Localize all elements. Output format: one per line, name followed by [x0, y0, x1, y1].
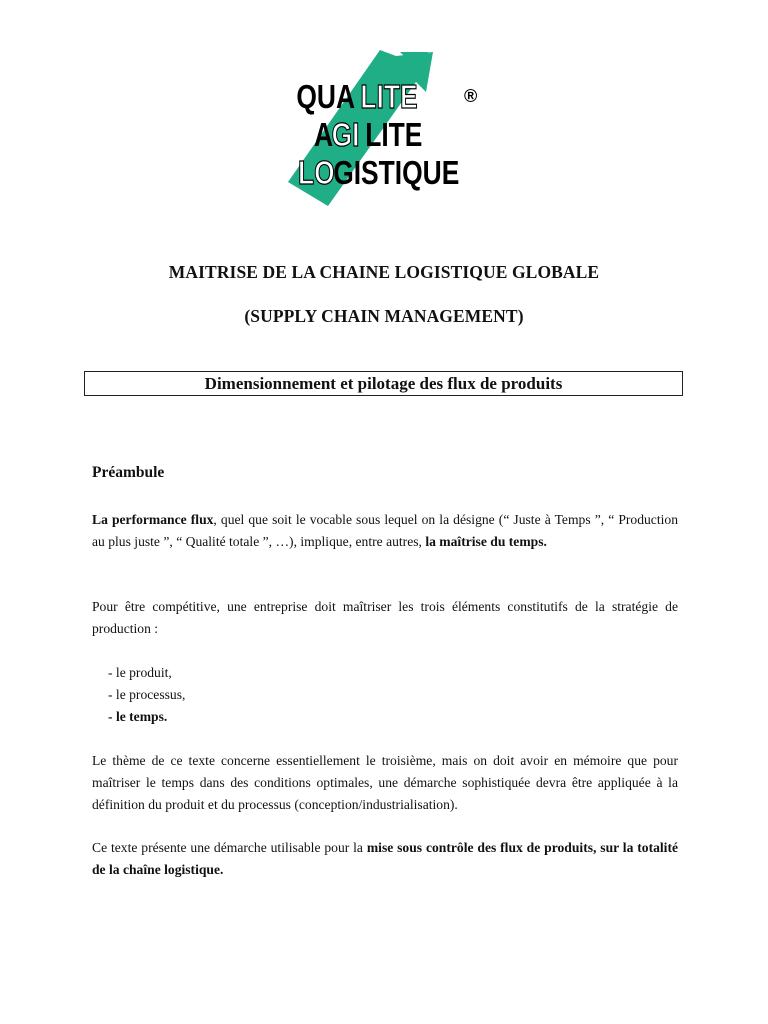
logo-line1-light: LITE [360, 79, 418, 116]
paragraph-performance-flux [92, 509, 678, 553]
logo-line3-light: LO [298, 155, 335, 192]
qualite-agilite-logistique-logo [282, 50, 478, 205]
list-item-produit: - le produit, [108, 665, 172, 680]
paragraph1-text: , quel que soit le vocable sous lequel on la désigne (“ Juste à Temps ”, “ Production au plus juste ”, “ Qualité totale ”, …), implique, entre autres, [92, 512, 678, 549]
document-subtitle: (SUPPLY CHAIN MANAGEMENT) [244, 306, 524, 326]
paragraph-strategie: Pour être compétitive, une entreprise doit maîtriser les trois éléments constitutifs de la stratégie de production : [92, 599, 678, 636]
list-item-temps: - le temps. [108, 709, 168, 724]
document-title: MAITRISE DE LA CHAINE LOGISTIQUE GLOBALE [168, 262, 600, 282]
paragraph4-text: Ce texte présente une démarche utilisable pour la [92, 840, 367, 855]
logo-line3-dark: GISTIQUE [333, 155, 460, 192]
logo-registered-mark: ® [464, 86, 478, 106]
logo-line2-light: LITE [365, 117, 423, 154]
paragraph1-bold-end: la maîtrise du temps. [425, 534, 547, 549]
strategy-elements-list [108, 662, 185, 728]
logo-line2-dark: A [314, 117, 334, 154]
preambule-heading: Préambule [92, 464, 165, 481]
logo-line1-dark: QUA [296, 79, 356, 116]
paragraph-theme: Le thème de ce texte concerne essentiellement le troisième, mais on doit avoir en mémoire que pour maîtriser le temps dans des conditions optimales, une démarche sophistiquée devra être appliquée à la définition du produit et du processus (conception/industrialisation). [92, 753, 678, 812]
boxed-section-title: Dimensionnement et pilotage des flux de produits [84, 371, 683, 396]
paragraph-demarche [92, 837, 678, 881]
paragraph1-bold-start: La performance flux [92, 512, 214, 527]
logo-line2-mid: GI [331, 117, 360, 154]
list-item-processus: - le processus, [108, 687, 186, 702]
paragraph4-bold: mise sous contrôle des flux de produits, sur la totalité de la chaîne logistique. [92, 840, 679, 877]
